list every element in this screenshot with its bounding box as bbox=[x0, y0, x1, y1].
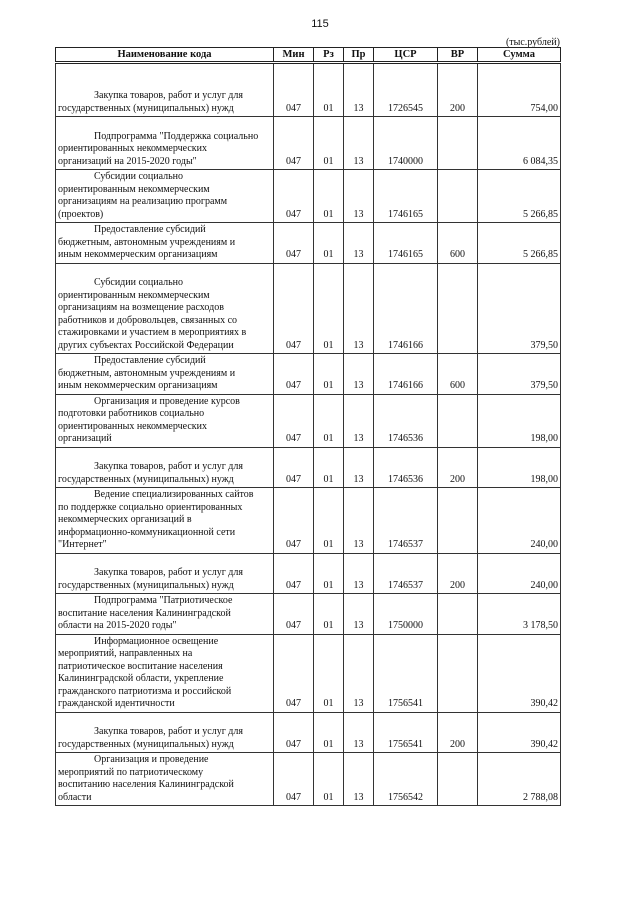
row-rz: 01 bbox=[314, 394, 344, 447]
row-name-line: мероприятий, направленных на bbox=[58, 648, 193, 659]
row-name bbox=[56, 753, 274, 806]
row-min: 047 bbox=[274, 117, 314, 170]
row-pr: 13 bbox=[344, 117, 374, 170]
row-csr: 1746166 bbox=[374, 354, 438, 395]
row-sum: 198,00 bbox=[478, 394, 561, 447]
row-name bbox=[56, 553, 274, 594]
row-vr: 200 bbox=[438, 553, 478, 594]
row-vr: 600 bbox=[438, 223, 478, 264]
row-csr: 1750000 bbox=[374, 594, 438, 635]
row-name-line: стажировками и участием в мероприятиях в bbox=[58, 327, 247, 338]
row-name-line: области bbox=[58, 791, 92, 803]
row-sum: 379,50 bbox=[478, 354, 561, 395]
row-name-line: воспитание населения Калининградской bbox=[58, 607, 231, 619]
table-row bbox=[56, 634, 561, 712]
table-row bbox=[56, 354, 561, 395]
row-name-line: организаций на 2015-2020 годы" bbox=[58, 155, 197, 167]
row-rz: 01 bbox=[314, 263, 344, 354]
row-name-line: мероприятий по патриотическому bbox=[58, 766, 204, 778]
row-rz: 01 bbox=[314, 712, 344, 753]
row-name-line: Предоставление субсидий bbox=[94, 355, 206, 366]
row-name-line: "Интернет" bbox=[58, 539, 107, 550]
row-name-line: Субсидии социально bbox=[94, 171, 184, 182]
row-name-line: гражданского патриотизма и российской bbox=[58, 685, 232, 697]
row-name bbox=[56, 170, 274, 223]
row-vr bbox=[438, 634, 478, 712]
row-pr: 13 bbox=[344, 394, 374, 447]
row-sum: 379,50 bbox=[478, 263, 561, 354]
row-name-line: иным некоммерческим организациям bbox=[58, 249, 218, 260]
row-name-line: организаций bbox=[58, 433, 112, 444]
row-name-line: организациям на возмещение расходов bbox=[58, 302, 224, 313]
row-rz: 01 bbox=[314, 354, 344, 395]
row-name-line: Ведение специализированных сайтов bbox=[94, 489, 254, 500]
row-name-line: Калининградской области, укрепление bbox=[58, 673, 224, 684]
row-name-line: Субсидии социально bbox=[94, 277, 184, 288]
row-name-line: воспитанию населения Калининградской bbox=[58, 779, 234, 790]
row-name bbox=[56, 394, 274, 447]
row-vr bbox=[438, 263, 478, 354]
row-rz: 01 bbox=[314, 117, 344, 170]
table-row bbox=[56, 753, 561, 806]
row-min: 047 bbox=[274, 170, 314, 223]
row-csr: 1756542 bbox=[374, 753, 438, 806]
row-csr: 1746537 bbox=[374, 553, 438, 594]
row-vr bbox=[438, 594, 478, 635]
row-csr: 1746536 bbox=[374, 447, 438, 488]
row-csr: 1756541 bbox=[374, 634, 438, 712]
row-pr: 13 bbox=[344, 753, 374, 806]
row-rz: 01 bbox=[314, 447, 344, 488]
row-name-line: иным некоммерческим организациям bbox=[58, 380, 218, 391]
row-name-line: ориентированных некоммерческих bbox=[58, 143, 207, 154]
row-min: 047 bbox=[274, 488, 314, 554]
budget-table bbox=[55, 47, 561, 806]
row-csr: 1740000 bbox=[374, 117, 438, 170]
row-pr: 13 bbox=[344, 170, 374, 223]
row-name-line: бюджетным, автономным учреждениям и bbox=[58, 367, 236, 379]
table-row bbox=[56, 170, 561, 223]
header-pr: Пр bbox=[344, 48, 374, 63]
header-csr: ЦСР bbox=[374, 48, 438, 63]
row-name-line: Подпрограмма "Поддержка социально bbox=[94, 130, 259, 142]
row-name-line: государственных (муниципальных) нужд bbox=[58, 738, 234, 750]
row-name-line: области на 2015-2020 годы" bbox=[58, 620, 177, 631]
row-pr: 13 bbox=[344, 223, 374, 264]
row-min: 047 bbox=[274, 594, 314, 635]
row-vr bbox=[438, 394, 478, 447]
row-rz: 01 bbox=[314, 223, 344, 264]
row-min: 047 bbox=[274, 263, 314, 354]
row-csr: 1746166 bbox=[374, 263, 438, 354]
row-name-line: Закупка товаров, работ и услуг для bbox=[94, 567, 243, 578]
table-row bbox=[56, 63, 561, 117]
table-row bbox=[56, 712, 561, 753]
row-name-line: Организация и проведение курсов bbox=[94, 395, 240, 407]
header-vr: ВР bbox=[438, 48, 478, 63]
row-rz: 01 bbox=[314, 63, 344, 117]
row-sum: 2 788,08 bbox=[478, 753, 561, 806]
row-name-line: бюджетным, автономным учреждениям и bbox=[58, 236, 236, 248]
row-name-line: других субъектах Российской Федерации bbox=[58, 339, 234, 351]
row-min: 047 bbox=[274, 447, 314, 488]
table-row bbox=[56, 447, 561, 488]
row-csr: 1756541 bbox=[374, 712, 438, 753]
row-name-line: гражданской идентичности bbox=[58, 698, 175, 709]
row-name bbox=[56, 263, 274, 354]
row-vr: 600 bbox=[438, 354, 478, 395]
header-min: Мин bbox=[274, 48, 314, 63]
table-row bbox=[56, 394, 561, 447]
row-name-line: Предоставление субсидий bbox=[94, 224, 206, 235]
row-min: 047 bbox=[274, 354, 314, 395]
row-name bbox=[56, 354, 274, 395]
row-rz: 01 bbox=[314, 594, 344, 635]
row-min: 047 bbox=[274, 753, 314, 806]
row-min: 047 bbox=[274, 634, 314, 712]
row-rz: 01 bbox=[314, 553, 344, 594]
row-sum: 754,00 bbox=[478, 63, 561, 117]
row-name bbox=[56, 634, 274, 712]
table-header-row bbox=[56, 48, 561, 63]
row-csr: 1746537 bbox=[374, 488, 438, 554]
row-sum: 6 084,35 bbox=[478, 117, 561, 170]
row-sum: 5 266,85 bbox=[478, 223, 561, 264]
row-name-line: Подпрограмма "Патриотическое bbox=[94, 595, 233, 606]
row-sum: 240,00 bbox=[478, 488, 561, 554]
row-name-line: Организация и проведение bbox=[94, 754, 209, 765]
row-name-line: работников и добровольцев, связанных со bbox=[58, 314, 238, 326]
header-name: Наименование кода bbox=[56, 48, 274, 63]
row-sum: 3 178,50 bbox=[478, 594, 561, 635]
row-min: 047 bbox=[274, 223, 314, 264]
row-sum: 198,00 bbox=[478, 447, 561, 488]
row-name-line: патриотическое воспитание населения bbox=[58, 660, 223, 672]
row-pr: 13 bbox=[344, 488, 374, 554]
table-row bbox=[56, 553, 561, 594]
row-name-line: ориентированных некоммерческих bbox=[58, 420, 207, 432]
row-min: 047 bbox=[274, 394, 314, 447]
row-pr: 13 bbox=[344, 263, 374, 354]
row-name-line: государственных (муниципальных) нужд bbox=[58, 579, 234, 591]
row-sum: 5 266,85 bbox=[478, 170, 561, 223]
header-sum: Сумма bbox=[478, 48, 561, 63]
row-pr: 13 bbox=[344, 63, 374, 117]
row-min: 047 bbox=[274, 553, 314, 594]
row-pr: 13 bbox=[344, 553, 374, 594]
row-vr: 200 bbox=[438, 712, 478, 753]
row-name-line: ориентированным некоммерческим bbox=[58, 183, 210, 195]
header-rz: Рз bbox=[314, 48, 344, 63]
row-name bbox=[56, 63, 274, 117]
row-csr: 1726545 bbox=[374, 63, 438, 117]
row-pr: 13 bbox=[344, 447, 374, 488]
row-vr bbox=[438, 117, 478, 170]
row-pr: 13 bbox=[344, 712, 374, 753]
row-csr: 1746165 bbox=[374, 223, 438, 264]
row-name-line: некоммерческих организаций в bbox=[58, 514, 192, 525]
row-name bbox=[56, 712, 274, 753]
row-sum: 390,42 bbox=[478, 634, 561, 712]
row-rz: 01 bbox=[314, 634, 344, 712]
row-sum: 240,00 bbox=[478, 553, 561, 594]
row-name-line: Закупка товаров, работ и услуг для bbox=[94, 90, 243, 101]
row-vr: 200 bbox=[438, 63, 478, 117]
row-name-line: Закупка товаров, работ и услуг для bbox=[94, 461, 243, 472]
row-name bbox=[56, 594, 274, 635]
row-rz: 01 bbox=[314, 753, 344, 806]
row-vr: 200 bbox=[438, 447, 478, 488]
table-row bbox=[56, 117, 561, 170]
row-name-line: Информационное освещение bbox=[94, 635, 219, 647]
row-name-line: государственных (муниципальных) нужд bbox=[58, 473, 234, 485]
row-csr: 1746165 bbox=[374, 170, 438, 223]
row-csr: 1746536 bbox=[374, 394, 438, 447]
row-name-line: государственных (муниципальных) нужд bbox=[58, 102, 234, 114]
row-vr bbox=[438, 170, 478, 223]
row-rz: 01 bbox=[314, 170, 344, 223]
row-name bbox=[56, 447, 274, 488]
table-body bbox=[56, 63, 561, 806]
row-name-line: подготовки работников социально bbox=[58, 408, 205, 419]
row-name bbox=[56, 117, 274, 170]
row-pr: 13 bbox=[344, 354, 374, 395]
row-pr: 13 bbox=[344, 634, 374, 712]
table-row bbox=[56, 263, 561, 354]
row-pr: 13 bbox=[344, 594, 374, 635]
table-row bbox=[56, 223, 561, 264]
page-number: 115 bbox=[311, 18, 329, 30]
table-row bbox=[56, 594, 561, 635]
row-name-line: организациям на реализацию программ bbox=[58, 196, 228, 207]
row-name bbox=[56, 488, 274, 554]
row-rz: 01 bbox=[314, 488, 344, 554]
row-min: 047 bbox=[274, 712, 314, 753]
row-sum: 390,42 bbox=[478, 712, 561, 753]
row-name-line: по поддержке социально ориентированных bbox=[58, 501, 243, 513]
table-row bbox=[56, 488, 561, 554]
row-name bbox=[56, 223, 274, 264]
row-vr bbox=[438, 753, 478, 806]
row-name-line: (проектов) bbox=[58, 208, 104, 220]
row-name-line: Закупка товаров, работ и услуг для bbox=[94, 726, 243, 737]
row-name-line: ориентированным некоммерческим bbox=[58, 289, 210, 301]
row-vr bbox=[438, 488, 478, 554]
row-min: 047 bbox=[274, 63, 314, 117]
row-name-line: информационно-коммуникационной сети bbox=[58, 526, 236, 538]
units-label: (тыс.рублей) bbox=[505, 37, 560, 48]
